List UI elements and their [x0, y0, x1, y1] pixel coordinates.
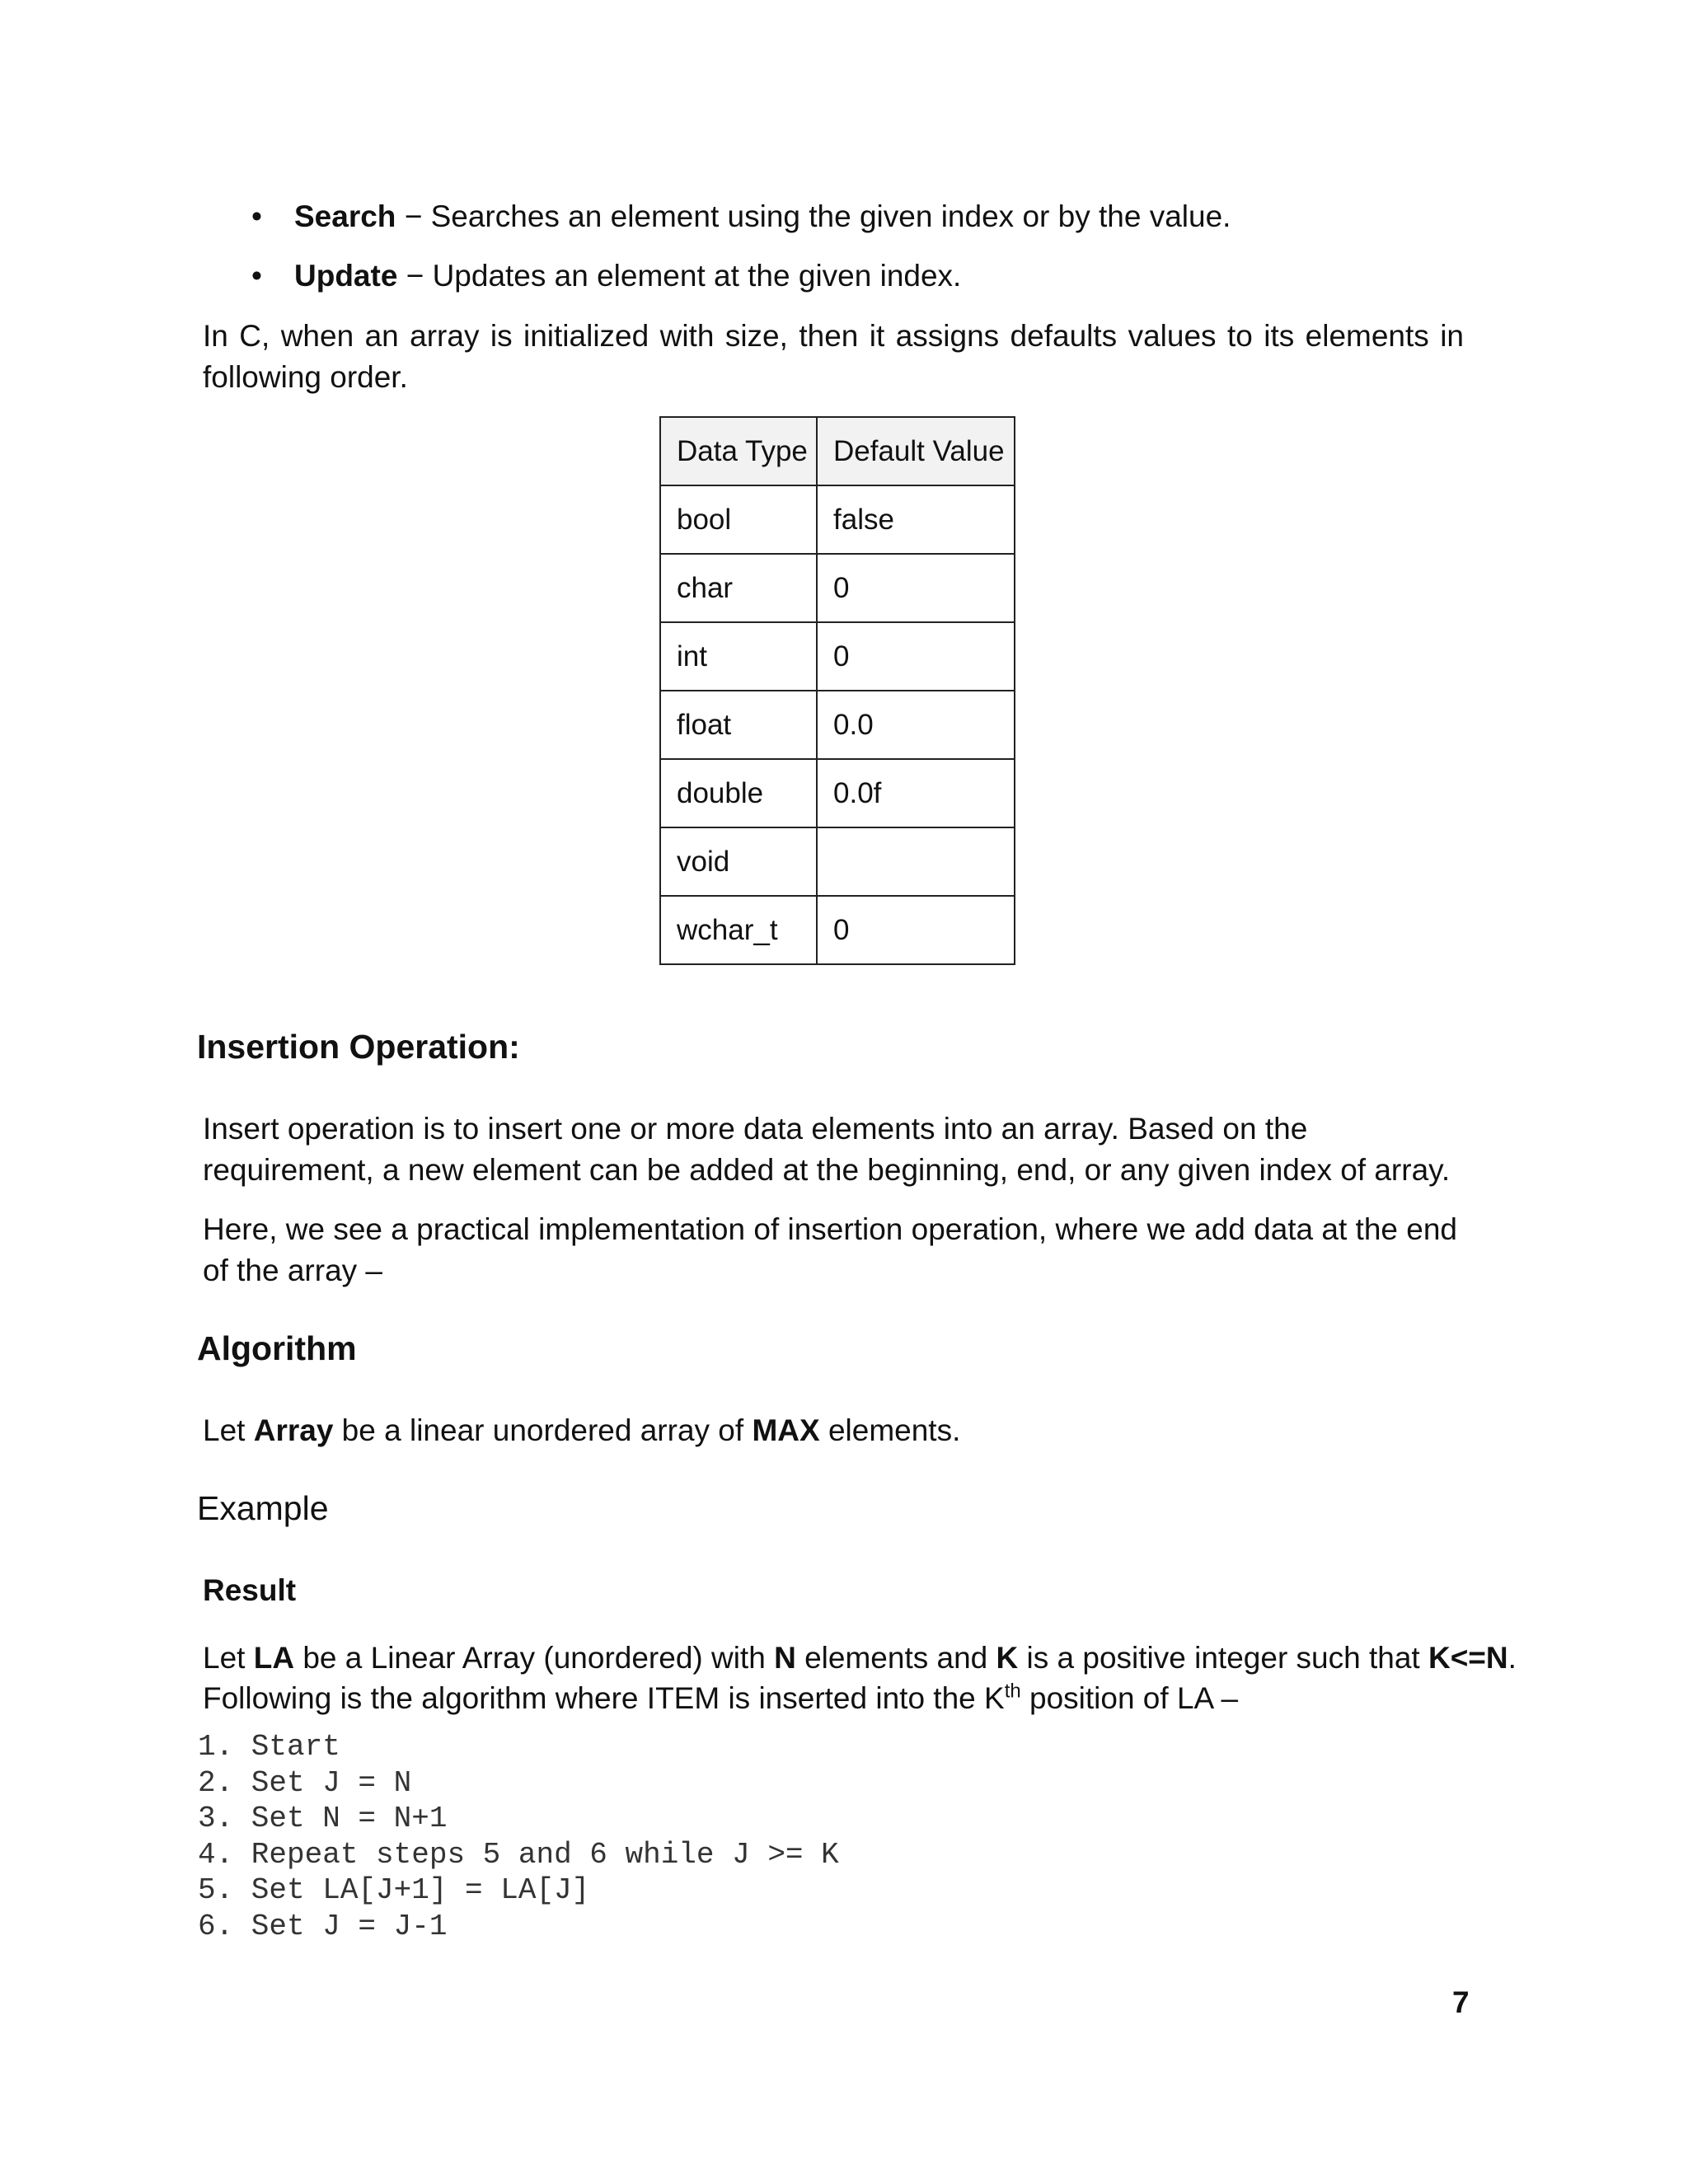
table-cell: 0.0: [817, 691, 1015, 759]
bold-term: MAX: [752, 1413, 820, 1447]
table-header-cell: Default Value: [817, 417, 1015, 485]
text-run: be a linear unordered array of: [333, 1413, 753, 1447]
code-line: 3. Set N = N+1: [198, 1802, 448, 1835]
code-line: 1. Start: [198, 1730, 340, 1764]
table-row: [660, 827, 1015, 896]
text-run: position of LA –: [1020, 1681, 1239, 1715]
bullet-term: Search: [294, 199, 396, 233]
table-cell: char: [660, 554, 817, 622]
result-label: Result: [203, 1573, 297, 1607]
text-run: Following is the algorithm where ITEM is inserted into the K: [203, 1681, 1005, 1715]
insertion-heading: Insertion Operation:: [197, 1028, 520, 1066]
text-run: Let: [203, 1641, 254, 1675]
bold-term: K: [996, 1641, 1019, 1675]
bullet-desc: − Searches an element using the given index or by the value.: [396, 199, 1231, 233]
code-line: 5. Set LA[J+1] = LA[J]: [198, 1873, 590, 1907]
table-row: [660, 896, 1015, 964]
bold-term: LA: [253, 1641, 295, 1675]
example-heading: Example: [197, 1489, 329, 1527]
superscript: th: [1004, 1680, 1021, 1703]
text-run: .: [1507, 1641, 1517, 1675]
default-values-table: [659, 416, 1015, 965]
algorithm-line: [203, 1410, 960, 1451]
text-run: elements.: [819, 1413, 961, 1447]
table-cell: [817, 827, 1015, 896]
table-cell: int: [660, 622, 817, 691]
insertion-paragraph-1: Insert operation is to insert one or more data elements into an array. Based on the requirement, a new element can be added at the beginning, end, or any given index of array.: [203, 1112, 1451, 1187]
page-number: 7: [1452, 1985, 1470, 2019]
result-line-2: [203, 1678, 1238, 1719]
code-line: 4. Repeat steps 5 and 6 while J >= K: [198, 1837, 839, 1872]
table-cell: void: [660, 827, 817, 896]
text-run: elements and: [795, 1641, 996, 1675]
table-cell: 0: [817, 622, 1015, 691]
table-row: [660, 691, 1015, 759]
table-row: [660, 554, 1015, 622]
bold-term: N: [774, 1641, 796, 1675]
table-cell: 0: [817, 896, 1015, 964]
algorithm-heading: Algorithm: [197, 1329, 357, 1367]
code-line: 2. Set J = N: [198, 1765, 412, 1800]
insertion-paragraph-2: Here, we see a practical implementation of insertion operation, where we add data at the end of the array –: [203, 1212, 1458, 1287]
bold-term: K<=N: [1428, 1641, 1508, 1675]
text-run: Let: [203, 1413, 254, 1447]
table-row: [660, 622, 1015, 691]
table-cell: bool: [660, 485, 817, 554]
table-cell: false: [817, 485, 1015, 554]
bold-term: Array: [253, 1413, 334, 1447]
table-header-row: [660, 417, 1015, 485]
table-cell: double: [660, 759, 817, 827]
table-cell: 0.0f: [817, 759, 1015, 827]
bullet-dot-icon: •: [251, 259, 262, 293]
bullet-desc: − Updates an element at the given index.: [397, 259, 962, 293]
table-cell: 0: [817, 554, 1015, 622]
text-run: be a Linear Array (unordered) with: [294, 1641, 775, 1675]
table-cell: wchar_t: [660, 896, 817, 964]
bullet-term: Update: [294, 259, 398, 293]
result-line-1: [203, 1638, 1517, 1679]
algorithm-code-block: [198, 1729, 839, 1944]
table-header-cell: Data Type: [660, 417, 817, 485]
table-cell: float: [660, 691, 817, 759]
bullet-dot-icon: •: [251, 199, 262, 233]
code-line: 6. Set J = J-1: [198, 1909, 448, 1943]
table-row: [660, 759, 1015, 827]
intro-paragraph: In C, when an array is initialized with size, then it assigns defaults values to its elements in following order.: [203, 319, 1464, 394]
table-row: [660, 485, 1015, 554]
text-run: is a positive integer such that: [1018, 1641, 1428, 1675]
